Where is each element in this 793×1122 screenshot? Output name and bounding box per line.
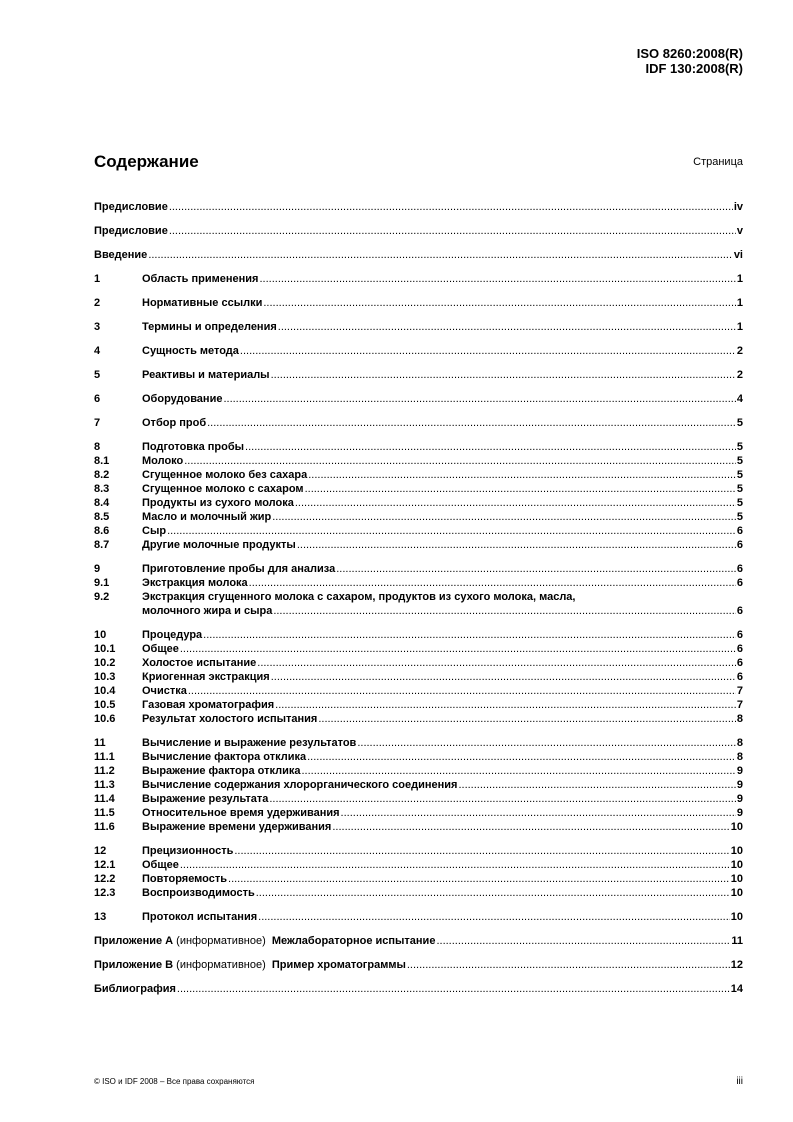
toc-entry[interactable] <box>94 320 743 334</box>
toc-page: 5 <box>736 441 743 453</box>
toc-number: 11.4 <box>94 793 115 805</box>
toc-entry[interactable] <box>94 496 743 510</box>
toc-page: 11 <box>731 935 743 947</box>
toc-page: 5 <box>736 483 743 495</box>
toc-page: 10 <box>730 911 743 923</box>
toc-entry[interactable] <box>94 628 743 642</box>
dot-leader <box>256 886 730 900</box>
dot-leader <box>245 440 736 454</box>
dot-leader <box>177 982 730 996</box>
toc-text: Предисловие <box>94 225 168 237</box>
toc-page: vi <box>733 249 743 261</box>
toc-text: Отбор проб <box>142 417 207 429</box>
toc-entry[interactable] <box>94 712 743 726</box>
toc-text: Молоко <box>142 455 184 467</box>
toc-text: Сыр <box>142 525 167 537</box>
toc-number: 13 <box>94 911 107 923</box>
toc-text: Прецизионность <box>142 845 234 857</box>
dot-leader <box>228 872 730 886</box>
toc-number: 8.2 <box>94 469 110 481</box>
toc-text: Другие молочные продукты <box>142 539 296 551</box>
toc-number: 8.3 <box>94 483 110 495</box>
toc-page: 5 <box>736 469 743 481</box>
toc-text: Выражение фактора отклика <box>142 765 301 777</box>
toc-text: Приложение A <box>94 935 174 947</box>
toc-page: 7 <box>736 685 743 697</box>
toc-text: Очистка <box>142 685 187 697</box>
toc-number: 7 <box>94 417 101 429</box>
toc-page: 4 <box>736 393 743 405</box>
toc-text: Выражение результата <box>142 793 269 805</box>
toc-text: Криогенная экстракция <box>142 671 270 683</box>
dot-leader <box>318 712 736 726</box>
toc-page: 10 <box>730 821 743 833</box>
toc-page: 5 <box>736 511 743 523</box>
toc-text: Общее <box>142 643 179 655</box>
toc-page: 14 <box>730 983 743 995</box>
toc-entry[interactable] <box>94 858 743 872</box>
toc-number: 12.1 <box>94 859 116 871</box>
toc-text: Термины и определения <box>142 321 277 333</box>
toc-number: 10.1 <box>94 643 116 655</box>
dot-leader <box>184 454 736 468</box>
dot-leader <box>180 642 736 656</box>
toc-number: 12.2 <box>94 873 116 885</box>
dot-leader <box>436 934 730 948</box>
toc-number: 11.6 <box>94 821 115 833</box>
toc-entry[interactable] <box>94 656 743 670</box>
toc-text: Оборудование <box>142 393 223 405</box>
toc-entry[interactable] <box>94 642 743 656</box>
toc-entry[interactable] <box>94 344 743 358</box>
toc-number: 9 <box>94 563 101 575</box>
toc-text: Вычисление содержания хлорорганического соединения <box>142 779 458 791</box>
toc-entry[interactable] <box>94 510 743 524</box>
dot-leader <box>273 604 736 618</box>
toc-text: Выражение времени удерживания <box>142 821 332 833</box>
toc-entry[interactable] <box>94 562 743 576</box>
toc-text: Масло и молочный жир <box>142 511 272 523</box>
toc-text: Экстракция молока <box>142 577 248 589</box>
toc-number: 11 <box>94 737 106 749</box>
toc-entry[interactable] <box>94 272 743 286</box>
toc-text: Библиография <box>94 983 176 995</box>
toc-number: 8.4 <box>94 497 110 509</box>
toc-text: Сгущенное молоко без сахара <box>142 469 308 481</box>
toc-entry[interactable] <box>94 482 743 496</box>
dot-leader <box>271 368 736 382</box>
dot-leader <box>305 482 736 496</box>
toc-text: Воспроизводимость <box>142 887 255 899</box>
dot-leader <box>169 200 733 214</box>
page-column-label: Страница <box>693 156 743 168</box>
toc-entry[interactable] <box>94 806 743 820</box>
toc-page: 2 <box>736 345 743 357</box>
toc-entry[interactable] <box>94 792 743 806</box>
dot-leader <box>275 698 736 712</box>
dot-leader <box>308 468 736 482</box>
toc-page: iv <box>733 201 743 213</box>
toc-number: 6 <box>94 393 101 405</box>
toc-entry[interactable] <box>94 764 743 778</box>
dot-leader <box>263 296 736 310</box>
dot-leader <box>207 416 736 430</box>
dot-leader <box>272 510 736 524</box>
toc-entry[interactable] <box>94 368 743 382</box>
dot-leader <box>188 684 736 698</box>
table-of-contents <box>94 200 743 996</box>
page-number: iii <box>736 1076 743 1087</box>
toc-annex-title: Пример хроматограммы <box>268 959 406 971</box>
toc-entry[interactable] <box>94 454 743 468</box>
toc-page: 6 <box>736 525 743 537</box>
toc-page: 8 <box>736 751 743 763</box>
toc-entry[interactable] <box>94 590 743 618</box>
toc-text: Холостое испытание <box>142 657 257 669</box>
iso-number: ISO 8260:2008(R) <box>636 46 743 61</box>
toc-page: 1 <box>736 273 743 285</box>
toc-page: v <box>736 225 743 237</box>
toc-entry[interactable] <box>94 576 743 590</box>
toc-entry[interactable] <box>94 296 743 310</box>
toc-entry[interactable] <box>94 440 743 454</box>
dot-leader <box>271 670 736 684</box>
toc-page: 6 <box>736 657 743 669</box>
toc-entry[interactable] <box>94 684 743 698</box>
toc-number: 5 <box>94 369 101 381</box>
toc-text: Относительное время удерживания <box>142 807 340 819</box>
toc-number: 2 <box>94 297 101 309</box>
toc-page: 9 <box>736 765 743 777</box>
toc-page: 6 <box>736 643 743 655</box>
toc-entry[interactable] <box>94 844 743 858</box>
dot-leader <box>180 858 730 872</box>
toc-annex-type: (информативное) <box>173 959 269 971</box>
toc-annex-type: (информативное) <box>173 935 269 947</box>
toc-entry[interactable] <box>94 538 743 552</box>
toc-text: Экстракция сгущенного молока с сахаром, продуктов из сухого молока, масла, <box>142 591 576 603</box>
toc-number: 3 <box>94 321 101 333</box>
dot-leader <box>169 224 736 238</box>
dot-leader <box>357 736 736 750</box>
dot-leader <box>336 562 736 576</box>
toc-page: 2 <box>736 369 743 381</box>
dot-leader <box>257 656 736 670</box>
toc-number: 10.5 <box>94 699 116 711</box>
toc-page: 10 <box>730 887 743 899</box>
toc-text: Протокол испытания <box>142 911 258 923</box>
toc-entry[interactable] <box>94 910 743 924</box>
idf-number: IDF 130:2008(R) <box>645 61 743 76</box>
toc-number: 10 <box>94 629 107 641</box>
toc-text: Вычисление фактора отклика <box>142 751 307 763</box>
toc-page: 1 <box>736 297 743 309</box>
toc-page: 8 <box>736 713 743 725</box>
toc-entry[interactable] <box>94 750 743 764</box>
toc-number: 12 <box>94 845 107 857</box>
toc-page: 1 <box>736 321 743 333</box>
toc-page: 5 <box>736 417 743 429</box>
toc-page: 5 <box>736 455 743 467</box>
dot-leader <box>278 320 736 334</box>
toc-page: 6 <box>736 539 743 551</box>
toc-entry[interactable] <box>94 934 743 948</box>
toc-entry[interactable] <box>94 736 743 750</box>
toc-number: 11.1 <box>94 751 115 763</box>
toc-text: Продукты из сухого молока <box>142 497 294 509</box>
dot-leader <box>301 764 735 778</box>
toc-entry[interactable] <box>94 468 743 482</box>
toc-entry[interactable] <box>94 958 743 972</box>
toc-number: 12.3 <box>94 887 116 899</box>
dot-leader <box>341 806 736 820</box>
toc-number: 1 <box>94 273 101 285</box>
dot-leader <box>167 524 736 538</box>
dot-leader <box>297 538 736 552</box>
toc-page: 8 <box>736 737 743 749</box>
toc-text: Газовая хроматография <box>142 699 275 711</box>
toc-page: 5 <box>736 497 743 509</box>
toc-text: Результат холостого испытания <box>142 713 318 725</box>
toc-entry[interactable] <box>94 416 743 430</box>
toc-text: Введение <box>94 249 148 261</box>
toc-number: 8.1 <box>94 455 110 467</box>
toc-number: 10.3 <box>94 671 116 683</box>
dot-leader <box>269 792 736 806</box>
toc-entry[interactable] <box>94 872 743 886</box>
toc-text: Сущность метода <box>142 345 239 357</box>
toc-text: Реактивы и материалы <box>142 369 270 381</box>
toc-page: 9 <box>736 793 743 805</box>
page-title: Содержание <box>94 152 199 171</box>
toc-text: Подготовка пробы <box>142 441 245 453</box>
toc-page: 9 <box>736 807 743 819</box>
toc-entry[interactable] <box>94 524 743 538</box>
toc-number: 8.7 <box>94 539 110 551</box>
toc-text: Нормативные ссылки <box>142 297 263 309</box>
toc-page: 6 <box>736 605 743 617</box>
dot-leader <box>240 344 736 358</box>
dot-leader <box>259 272 735 286</box>
toc-number: 9.1 <box>94 577 110 589</box>
toc-page: 6 <box>736 671 743 683</box>
toc-entry[interactable] <box>94 820 743 834</box>
toc-entry[interactable] <box>94 248 743 262</box>
toc-text: Общее <box>142 859 179 871</box>
toc-number: 11.3 <box>94 779 115 791</box>
toc-number: 11.2 <box>94 765 115 777</box>
toc-page: 7 <box>736 699 743 711</box>
toc-number: 8 <box>94 441 101 453</box>
copyright-notice: © ISO и IDF 2008 – Все права сохраняются <box>94 1077 255 1086</box>
toc-entry[interactable] <box>94 224 743 238</box>
toc-number: 10.2 <box>94 657 116 669</box>
toc-number: 9.2 <box>94 591 110 603</box>
toc-page: 10 <box>730 873 743 885</box>
dot-leader <box>148 248 733 262</box>
toc-entry[interactable] <box>94 886 743 900</box>
toc-page: 12 <box>730 959 743 971</box>
toc-entry[interactable] <box>94 392 743 406</box>
toc-annex-title: Межлабораторное испытание <box>268 935 436 947</box>
dot-leader <box>458 778 735 792</box>
toc-number: 8.6 <box>94 525 110 537</box>
toc-text: Приготовление пробы для анализа <box>142 563 336 575</box>
toc-number: 10.6 <box>94 713 116 725</box>
document-id-header <box>637 46 743 76</box>
toc-number: 8.5 <box>94 511 110 523</box>
toc-text: Область применения <box>142 273 259 285</box>
dot-leader <box>307 750 736 764</box>
toc-page: 10 <box>730 845 743 857</box>
toc-entry[interactable] <box>94 698 743 712</box>
toc-text: Предисловие <box>94 201 168 213</box>
dot-leader <box>332 820 729 834</box>
toc-page: 6 <box>736 629 743 641</box>
toc-text: Вычисление и выражение результатов <box>142 737 357 749</box>
toc-text: Сгущенное молоко с сахаром <box>142 483 304 495</box>
toc-entry[interactable] <box>94 670 743 684</box>
dot-leader <box>249 576 736 590</box>
toc-entry[interactable] <box>94 778 743 792</box>
toc-number: 4 <box>94 345 101 357</box>
dot-leader <box>295 496 736 510</box>
toc-number: 10.4 <box>94 685 116 697</box>
toc-page: 6 <box>736 563 743 575</box>
dot-leader <box>407 958 730 972</box>
dot-leader <box>223 392 735 406</box>
toc-page: 9 <box>736 779 743 791</box>
dot-leader <box>258 910 730 924</box>
toc-text: Повторяемость <box>142 873 228 885</box>
toc-page: 10 <box>730 859 743 871</box>
toc-entry[interactable] <box>94 982 743 996</box>
toc-entry[interactable] <box>94 200 743 214</box>
toc-page: 6 <box>736 577 743 589</box>
toc-text-continued: молочного жира и сыра <box>142 605 273 617</box>
dot-leader <box>234 844 729 858</box>
dot-leader <box>203 628 736 642</box>
toc-number: 11.5 <box>94 807 115 819</box>
toc-text: Приложение B <box>94 959 174 971</box>
toc-text: Процедура <box>142 629 203 641</box>
